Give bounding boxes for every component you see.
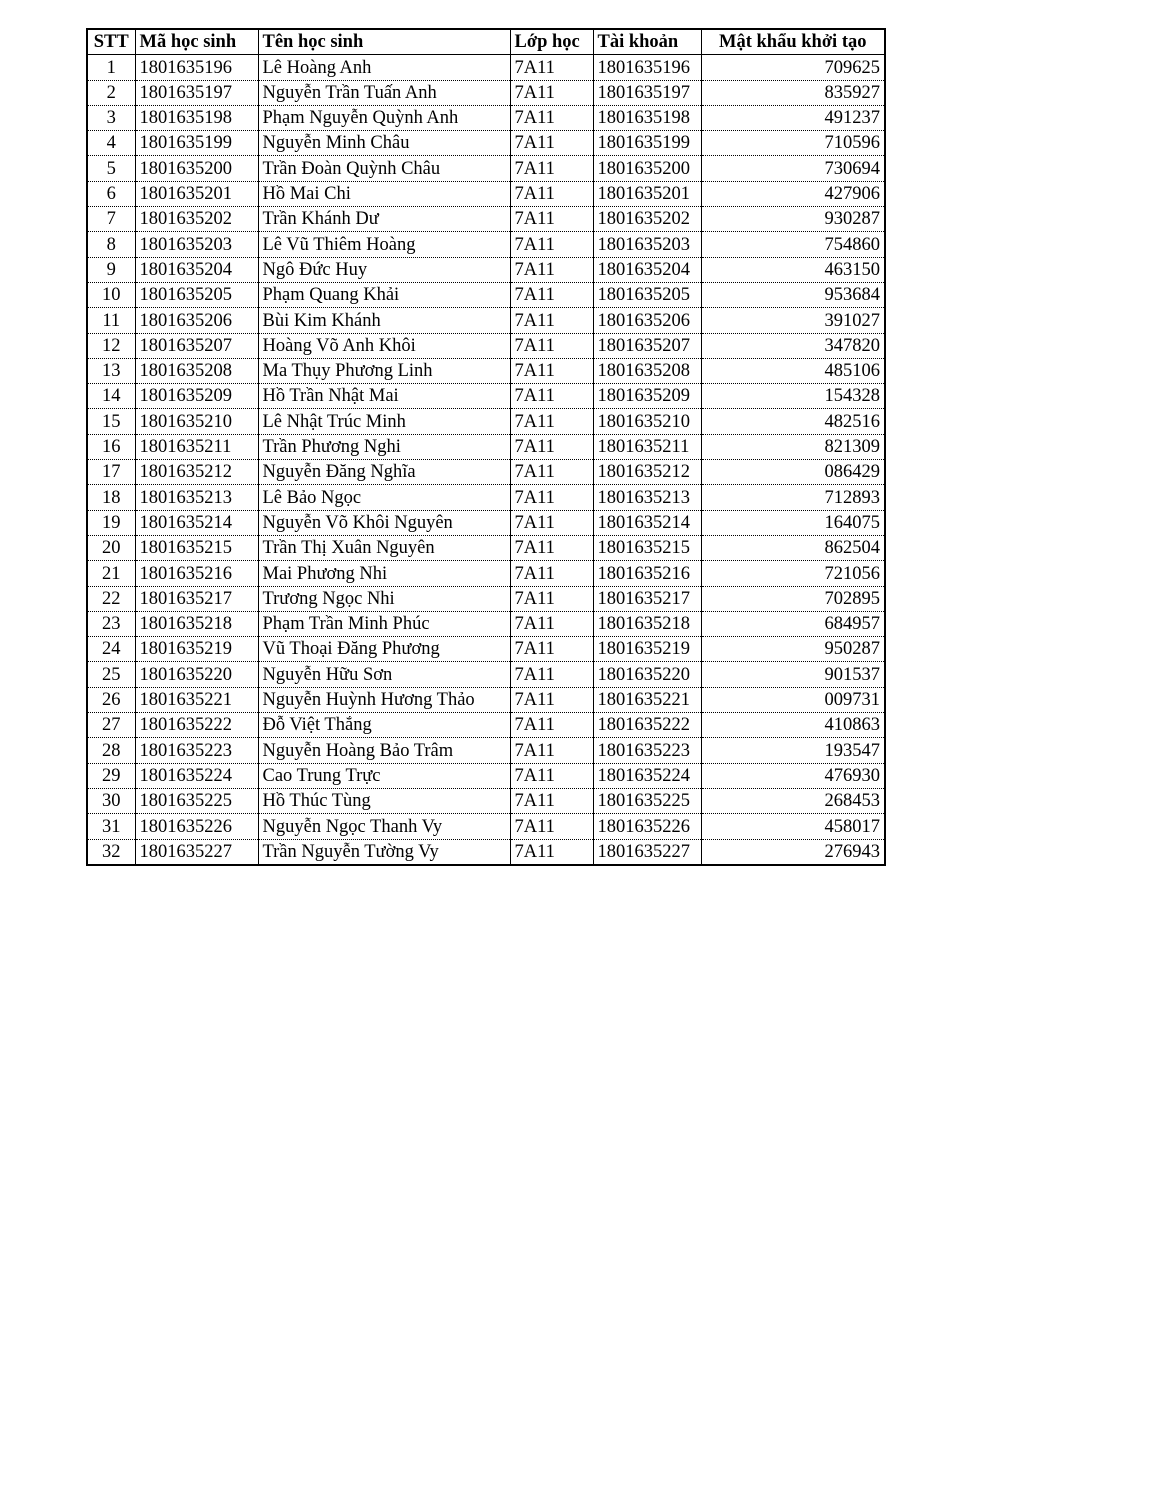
table-header-row [87,29,885,55]
student-id-cell: 1801635199 [135,131,258,156]
class-cell: 7A11 [510,257,593,282]
initial-password-cell: 276943 [701,839,885,865]
table-row [87,460,885,485]
initial-password-cell: 754860 [701,232,885,257]
student-id-cell: 1801635200 [135,156,258,181]
class-cell: 7A11 [510,105,593,130]
class-cell: 7A11 [510,713,593,738]
student-name-cell: Hồ Thúc Tùng [258,788,510,813]
account-cell: 1801635227 [593,839,701,865]
student-id-cell: 1801635226 [135,814,258,839]
row-index-cell: 2 [87,80,135,105]
row-index-cell: 16 [87,434,135,459]
column-header-student-id: Mã học sinh [135,29,258,55]
student-name-cell: Đỗ Việt Thắng [258,713,510,738]
student-id-cell: 1801635210 [135,409,258,434]
student-id-cell: 1801635227 [135,839,258,865]
student-name-cell: Trần Thị Xuân Nguyên [258,535,510,560]
table-row [87,713,885,738]
student-id-cell: 1801635214 [135,510,258,535]
initial-password-cell: 684957 [701,611,885,636]
column-header-student-name: Tên học sinh [258,29,510,55]
table-row [87,814,885,839]
account-cell: 1801635226 [593,814,701,839]
table-body [87,55,885,865]
row-index-cell: 17 [87,460,135,485]
student-id-cell: 1801635208 [135,358,258,383]
student-id-cell: 1801635209 [135,384,258,409]
table-row [87,535,885,560]
account-cell: 1801635205 [593,282,701,307]
row-index-cell: 7 [87,207,135,232]
class-cell: 7A11 [510,460,593,485]
initial-password-cell: 709625 [701,55,885,80]
row-index-cell: 30 [87,788,135,813]
student-name-cell: Mai Phương Nhi [258,561,510,586]
student-id-cell: 1801635198 [135,105,258,130]
initial-password-cell: 347820 [701,333,885,358]
account-cell: 1801635216 [593,561,701,586]
class-cell: 7A11 [510,788,593,813]
initial-password-cell: 930287 [701,207,885,232]
account-cell: 1801635204 [593,257,701,282]
student-id-cell: 1801635196 [135,55,258,80]
student-id-cell: 1801635218 [135,611,258,636]
row-index-cell: 1 [87,55,135,80]
student-name-cell: Nguyễn Đăng Nghĩa [258,460,510,485]
initial-password-cell: 410863 [701,713,885,738]
table-row [87,839,885,865]
account-cell: 1801635215 [593,535,701,560]
initial-password-cell: 730694 [701,156,885,181]
initial-password-cell: 458017 [701,814,885,839]
student-name-cell: Trương Ngọc Nhi [258,586,510,611]
student-id-cell: 1801635223 [135,738,258,763]
student-id-cell: 1801635216 [135,561,258,586]
row-index-cell: 24 [87,637,135,662]
student-name-cell: Lê Nhật Trúc Minh [258,409,510,434]
initial-password-cell: 427906 [701,181,885,206]
class-cell: 7A11 [510,510,593,535]
initial-password-cell: 712893 [701,485,885,510]
initial-password-cell: 268453 [701,788,885,813]
class-cell: 7A11 [510,662,593,687]
row-index-cell: 25 [87,662,135,687]
table-row [87,80,885,105]
class-cell: 7A11 [510,409,593,434]
account-cell: 1801635222 [593,713,701,738]
row-index-cell: 12 [87,333,135,358]
student-name-cell: Ngô Đức Huy [258,257,510,282]
initial-password-cell: 154328 [701,384,885,409]
class-cell: 7A11 [510,358,593,383]
initial-password-cell: 482516 [701,409,885,434]
initial-password-cell: 391027 [701,308,885,333]
class-cell: 7A11 [510,333,593,358]
student-name-cell: Nguyễn Hoàng Bảo Trâm [258,738,510,763]
student-name-cell: Ma Thụy Phương Linh [258,358,510,383]
table-row [87,257,885,282]
class-cell: 7A11 [510,55,593,80]
student-name-cell: Nguyễn Võ Khôi Nguyên [258,510,510,535]
table-row [87,409,885,434]
student-name-cell: Lê Vũ Thiêm Hoàng [258,232,510,257]
row-index-cell: 9 [87,257,135,282]
student-name-cell: Trần Phương Nghi [258,434,510,459]
class-cell: 7A11 [510,131,593,156]
row-index-cell: 18 [87,485,135,510]
row-index-cell: 21 [87,561,135,586]
column-header-account: Tài khoản [593,29,701,55]
table-row [87,232,885,257]
student-name-cell: Vũ Thoại Đăng Phương [258,637,510,662]
account-cell: 1801635213 [593,485,701,510]
row-index-cell: 10 [87,282,135,307]
class-cell: 7A11 [510,282,593,307]
account-cell: 1801635217 [593,586,701,611]
table-row [87,434,885,459]
student-id-cell: 1801635224 [135,763,258,788]
class-cell: 7A11 [510,535,593,560]
student-id-cell: 1801635212 [135,460,258,485]
initial-password-cell: 721056 [701,561,885,586]
student-name-cell: Hoàng Võ Anh Khôi [258,333,510,358]
account-cell: 1801635210 [593,409,701,434]
table-row [87,485,885,510]
student-id-cell: 1801635204 [135,257,258,282]
student-name-cell: Phạm Nguyễn Quỳnh Anh [258,105,510,130]
class-cell: 7A11 [510,434,593,459]
account-cell: 1801635224 [593,763,701,788]
account-cell: 1801635219 [593,637,701,662]
initial-password-cell: 702895 [701,586,885,611]
student-id-cell: 1801635206 [135,308,258,333]
account-cell: 1801635218 [593,611,701,636]
table-row [87,308,885,333]
class-cell: 7A11 [510,611,593,636]
table-row [87,586,885,611]
account-cell: 1801635223 [593,738,701,763]
student-id-cell: 1801635207 [135,333,258,358]
student-name-cell: Phạm Quang Khải [258,282,510,307]
initial-password-cell: 193547 [701,738,885,763]
row-index-cell: 3 [87,105,135,130]
class-cell: 7A11 [510,738,593,763]
account-cell: 1801635198 [593,105,701,130]
class-cell: 7A11 [510,207,593,232]
column-header-initial-password: Mật khẩu khởi tạo [701,29,885,55]
account-cell: 1801635201 [593,181,701,206]
initial-password-cell: 491237 [701,105,885,130]
row-index-cell: 11 [87,308,135,333]
account-cell: 1801635199 [593,131,701,156]
row-index-cell: 8 [87,232,135,257]
class-cell: 7A11 [510,561,593,586]
student-id-cell: 1801635217 [135,586,258,611]
class-cell: 7A11 [510,181,593,206]
initial-password-cell: 821309 [701,434,885,459]
account-cell: 1801635211 [593,434,701,459]
student-id-cell: 1801635197 [135,80,258,105]
table-row [87,384,885,409]
table-row [87,738,885,763]
row-index-cell: 26 [87,687,135,712]
table-row [87,131,885,156]
student-name-cell: Nguyễn Minh Châu [258,131,510,156]
class-cell: 7A11 [510,687,593,712]
account-cell: 1801635197 [593,80,701,105]
row-index-cell: 19 [87,510,135,535]
table-row [87,358,885,383]
class-cell: 7A11 [510,839,593,865]
row-index-cell: 4 [87,131,135,156]
student-id-cell: 1801635219 [135,637,258,662]
student-account-table [86,28,886,866]
table-row [87,333,885,358]
account-cell: 1801635202 [593,207,701,232]
student-name-cell: Nguyễn Trần Tuấn Anh [258,80,510,105]
student-id-cell: 1801635225 [135,788,258,813]
initial-password-cell: 862504 [701,535,885,560]
account-cell: 1801635209 [593,384,701,409]
student-name-cell: Bùi Kim Khánh [258,308,510,333]
row-index-cell: 23 [87,611,135,636]
class-cell: 7A11 [510,586,593,611]
student-id-cell: 1801635221 [135,687,258,712]
class-cell: 7A11 [510,80,593,105]
student-name-cell: Trần Đoàn Quỳnh Châu [258,156,510,181]
row-index-cell: 20 [87,535,135,560]
student-id-cell: 1801635203 [135,232,258,257]
account-cell: 1801635207 [593,333,701,358]
account-cell: 1801635214 [593,510,701,535]
column-header-stt: STT [87,29,135,55]
initial-password-cell: 710596 [701,131,885,156]
row-index-cell: 6 [87,181,135,206]
student-id-cell: 1801635220 [135,662,258,687]
table-row [87,55,885,80]
table-row [87,561,885,586]
initial-password-cell: 463150 [701,257,885,282]
student-name-cell: Nguyễn Ngọc Thanh Vy [258,814,510,839]
student-name-cell: Hồ Trần Nhật Mai [258,384,510,409]
table-row [87,637,885,662]
row-index-cell: 5 [87,156,135,181]
student-name-cell: Trần Khánh Dư [258,207,510,232]
student-id-cell: 1801635201 [135,181,258,206]
account-cell: 1801635220 [593,662,701,687]
initial-password-cell: 950287 [701,637,885,662]
row-index-cell: 29 [87,763,135,788]
initial-password-cell: 009731 [701,687,885,712]
account-cell: 1801635225 [593,788,701,813]
student-name-cell: Cao Trung Trực [258,763,510,788]
class-cell: 7A11 [510,384,593,409]
initial-password-cell: 953684 [701,282,885,307]
account-cell: 1801635196 [593,55,701,80]
account-cell: 1801635221 [593,687,701,712]
account-cell: 1801635206 [593,308,701,333]
row-index-cell: 14 [87,384,135,409]
initial-password-cell: 086429 [701,460,885,485]
table-row [87,687,885,712]
student-name-cell: Lê Bảo Ngọc [258,485,510,510]
row-index-cell: 32 [87,839,135,865]
class-cell: 7A11 [510,485,593,510]
student-id-cell: 1801635215 [135,535,258,560]
student-name-cell: Phạm Trần Minh Phúc [258,611,510,636]
student-id-cell: 1801635211 [135,434,258,459]
student-name-cell: Nguyễn Hữu Sơn [258,662,510,687]
table-row [87,156,885,181]
class-cell: 7A11 [510,156,593,181]
account-cell: 1801635212 [593,460,701,485]
student-account-sheet [86,28,884,866]
initial-password-cell: 835927 [701,80,885,105]
table-row [87,788,885,813]
table-row [87,510,885,535]
student-id-cell: 1801635213 [135,485,258,510]
table-row [87,105,885,130]
table-row [87,282,885,307]
initial-password-cell: 901537 [701,662,885,687]
initial-password-cell: 476930 [701,763,885,788]
row-index-cell: 27 [87,713,135,738]
row-index-cell: 22 [87,586,135,611]
initial-password-cell: 485106 [701,358,885,383]
account-cell: 1801635203 [593,232,701,257]
table-row [87,181,885,206]
student-name-cell: Trần Nguyễn Tường Vy [258,839,510,865]
row-index-cell: 28 [87,738,135,763]
row-index-cell: 13 [87,358,135,383]
initial-password-cell: 164075 [701,510,885,535]
student-name-cell: Nguyễn Huỳnh Hương Thảo [258,687,510,712]
table-row [87,611,885,636]
class-cell: 7A11 [510,308,593,333]
class-cell: 7A11 [510,232,593,257]
table-row [87,763,885,788]
table-row [87,207,885,232]
student-name-cell: Lê Hoàng Anh [258,55,510,80]
row-index-cell: 31 [87,814,135,839]
account-cell: 1801635208 [593,358,701,383]
class-cell: 7A11 [510,814,593,839]
account-cell: 1801635200 [593,156,701,181]
column-header-class: Lớp học [510,29,593,55]
table-row [87,662,885,687]
student-id-cell: 1801635205 [135,282,258,307]
class-cell: 7A11 [510,637,593,662]
student-id-cell: 1801635222 [135,713,258,738]
student-name-cell: Hồ Mai Chi [258,181,510,206]
row-index-cell: 15 [87,409,135,434]
class-cell: 7A11 [510,763,593,788]
student-id-cell: 1801635202 [135,207,258,232]
